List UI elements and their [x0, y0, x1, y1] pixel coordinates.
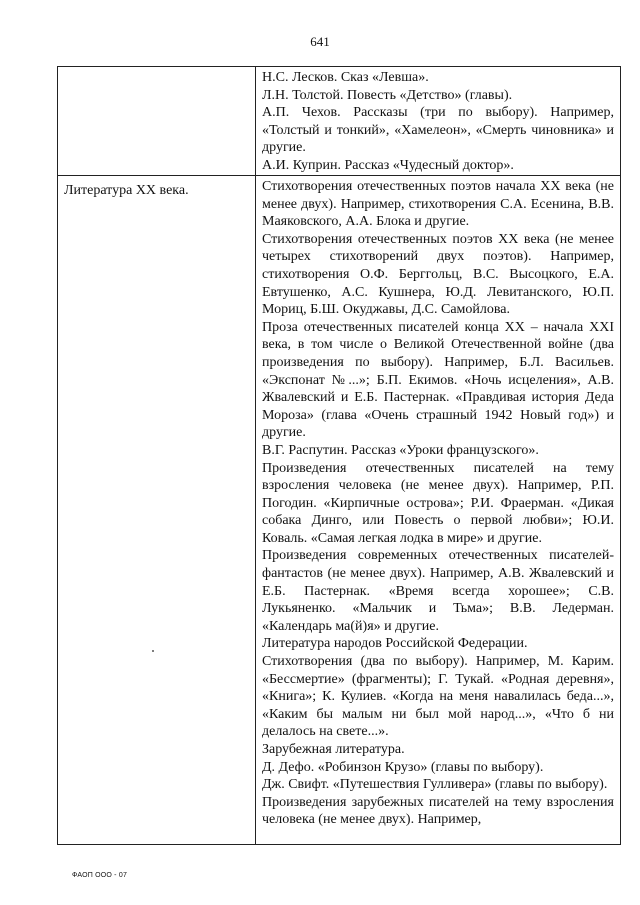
content-paragraph: Л.Н. Толстой. Повесть «Детство» (главы).	[262, 87, 513, 103]
content-paragraph: Произведения современных отечественных писателей-фантастов (не менее двух). Например, А.В. Жвалевский и Е.Б. Пастернак. «Время всегда хорошее»; С.В. Лукьяненко. «Мальчик и Тьма»; В.В. Ледерман. «Календарь ма(й)я» и другие.	[262, 548, 614, 634]
page-number: 641	[310, 34, 330, 49]
content-paragraph: Литература народов Российской Федерации.	[262, 636, 528, 652]
content-paragraph: Дж. Свифт. «Путешествия Гулливера» (главы по выбору).	[262, 777, 608, 793]
table-cell-content	[256, 67, 621, 176]
content-paragraph: А.И. Куприн. Рассказ «Чудесный доктор».	[262, 157, 514, 173]
content-paragraph: Произведения отечественных писателей на тему взросления человека (не менее двух). Например, Р.П. Погодин. «Кирпичные острова»; Р.И. Фраерман. «Дикая собака Динго, или Повесть о первой любви»; Ю.И. Коваль. «Самая легкая лодка в мире» и другие.	[262, 460, 614, 546]
content-paragraph: Проза отечественных писателей конца XX – начала XXI века, в том числе о Великой Отечественной войне (два произведения по выбору). Например, Б.Л. Васильев. «Экспонат №...»; Б.П. Екимов. «Ночь исцеления», А.В. Жвалевский и Е.Б. Пастернак. «Правдивая история Деда Мороза» (глава «Очень страшный 1942 Новый год») и другие.	[262, 319, 614, 441]
table-row	[58, 67, 621, 176]
content-paragraph: В.Г. Распутин. Рассказ «Уроки французского».	[262, 442, 539, 458]
content-paragraph: Стихотворения отечественных поэтов начала XX века (не менее двух). Например, стихотворения С.А. Есенина, В.В. Маяковского, А.А. Блока и другие.	[262, 179, 614, 230]
content-paragraph: Зарубежная литература.	[262, 742, 405, 757]
content-paragraph: Н.С. Лесков. Сказ «Левша».	[262, 70, 429, 85]
section-title	[58, 67, 255, 73]
content-paragraph: Стихотворения отечественных поэтов XX века (не менее четырех стихотворений двух поэтов). Например, стихотворения О.Ф. Берггольц, В.С. Высоцкого, Е.А. Евтушенко, А.С. Кушнера, Ю.Д. Левитанского, Ю.П. Мориц, Б.Ш. Окуджавы, Д.С. Самойлова.	[262, 231, 614, 318]
content-paragraph: Д. Дефо. «Робинзон Крузо» (главы по выбору).	[262, 759, 544, 775]
table-cell-section	[58, 176, 256, 845]
content-paragraph: Стихотворения (два по выбору). Например, М. Карим. «Бессмертие» (фрагменты); Г. Тукай. «Родная деревня», «Книга»; К. Кулиев. «Когда на меня навалилась беда...», «Каким бы малым ни был мой народ...», «Что б ни делалось на свете...».	[262, 654, 614, 740]
content-paragraph: Произведения зарубежных писателей на тему взросления человека (не менее двух). Например,	[262, 794, 614, 828]
scan-speck	[152, 650, 154, 652]
table-cell-content	[256, 176, 621, 845]
table-row	[58, 176, 621, 845]
content-paragraph: А.П. Чехов. Рассказы (три по выбору). Например, «Толстый и тонкий», «Хамелеон», «Смерть чиновника» и другие.	[262, 105, 614, 156]
section-title: Литература XX века.	[64, 183, 189, 198]
footer-document-code: ФАОП ООО - 07	[72, 872, 128, 879]
curriculum-table	[57, 66, 621, 845]
table-cell-section	[58, 67, 256, 176]
